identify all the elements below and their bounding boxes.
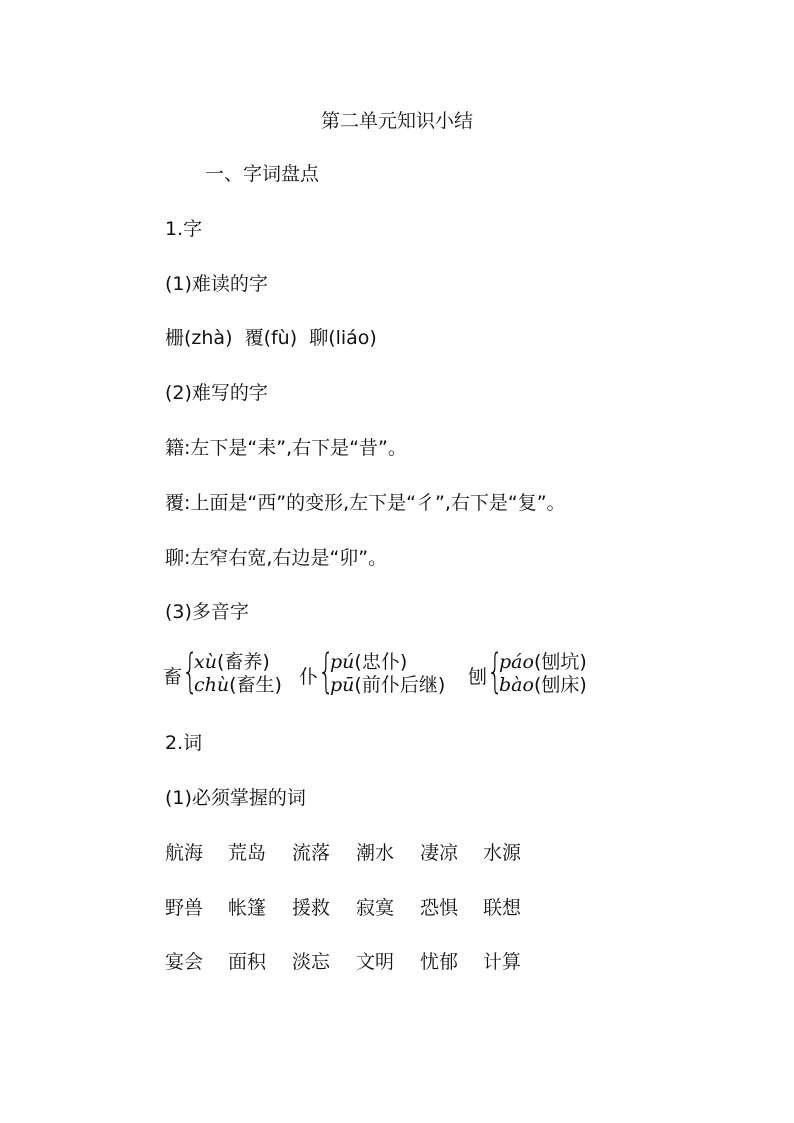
brace-icon: { bbox=[487, 644, 504, 698]
word: 水源 bbox=[483, 842, 522, 864]
hard-write-item: 聊:左窄右宽,右边是“卯”。 bbox=[165, 547, 388, 569]
pinyin: bào bbox=[499, 674, 534, 696]
example-word: (刨床) bbox=[533, 674, 587, 696]
word: 寂寞 bbox=[356, 897, 395, 919]
word: 帐篷 bbox=[228, 897, 267, 919]
reading-row bbox=[499, 674, 587, 696]
word: 荒岛 bbox=[228, 842, 267, 864]
word: 航海 bbox=[165, 842, 204, 864]
word: 联想 bbox=[483, 897, 522, 919]
example-word: (刨坑) bbox=[533, 651, 587, 673]
word: 计算 bbox=[483, 951, 522, 973]
example-word: (畜养) bbox=[216, 651, 270, 673]
word: 流落 bbox=[292, 842, 331, 864]
word: 忧郁 bbox=[420, 951, 459, 973]
brace-icon: { bbox=[182, 644, 199, 698]
reading-row bbox=[499, 651, 587, 673]
example-word: (前仆后继) bbox=[354, 674, 446, 696]
word: 宴会 bbox=[165, 951, 204, 973]
pinyin: chù bbox=[194, 674, 230, 696]
word: 淡忘 bbox=[292, 951, 331, 973]
subsection-heading-characters: 1.字 bbox=[165, 218, 203, 240]
example-word: (忠仆) bbox=[354, 651, 408, 673]
reading-row bbox=[330, 651, 407, 673]
subsection-heading-words: 2.词 bbox=[165, 732, 203, 754]
hard-write-item: 覆:上面是“西”的变形,左下是“彳”,右下是“复”。 bbox=[165, 492, 566, 514]
word: 野兽 bbox=[165, 897, 204, 919]
reading-row bbox=[194, 674, 282, 696]
word: 文明 bbox=[356, 951, 395, 973]
word: 凄凉 bbox=[420, 842, 459, 864]
polyphone-char: 畜 bbox=[163, 666, 183, 688]
polyphone-char: 仆 bbox=[299, 666, 319, 688]
pinyin: páo bbox=[499, 651, 534, 673]
word: 援救 bbox=[292, 897, 331, 919]
word: 潮水 bbox=[356, 842, 395, 864]
pinyin: pū bbox=[330, 674, 355, 696]
reading-row bbox=[330, 674, 445, 696]
pinyin: xù bbox=[194, 651, 217, 673]
word: 面积 bbox=[228, 951, 267, 973]
example-word: (畜生) bbox=[229, 674, 282, 696]
polyphone-char: 刨 bbox=[468, 666, 488, 688]
must-words-heading: (1)必须掌握的词 bbox=[165, 787, 306, 809]
word: 恐惧 bbox=[420, 897, 459, 919]
brace-icon: { bbox=[318, 644, 335, 698]
hard-write-item: 籍:左下是“耒”,右下是“昔”。 bbox=[165, 437, 407, 459]
hard-read-heading: (1)难读的字 bbox=[165, 273, 268, 295]
hard-write-heading: (2)难写的字 bbox=[165, 382, 268, 404]
reading-row bbox=[194, 651, 270, 673]
page-title: 第二单元知识小结 bbox=[320, 110, 473, 132]
polyphone-heading: (3)多音字 bbox=[165, 601, 249, 623]
pinyin: pú bbox=[330, 651, 355, 673]
section-heading: 一、字词盘点 bbox=[205, 163, 320, 185]
hard-read-line: 栅(zhà) 覆(fù) 聊(liáo) bbox=[165, 327, 377, 349]
